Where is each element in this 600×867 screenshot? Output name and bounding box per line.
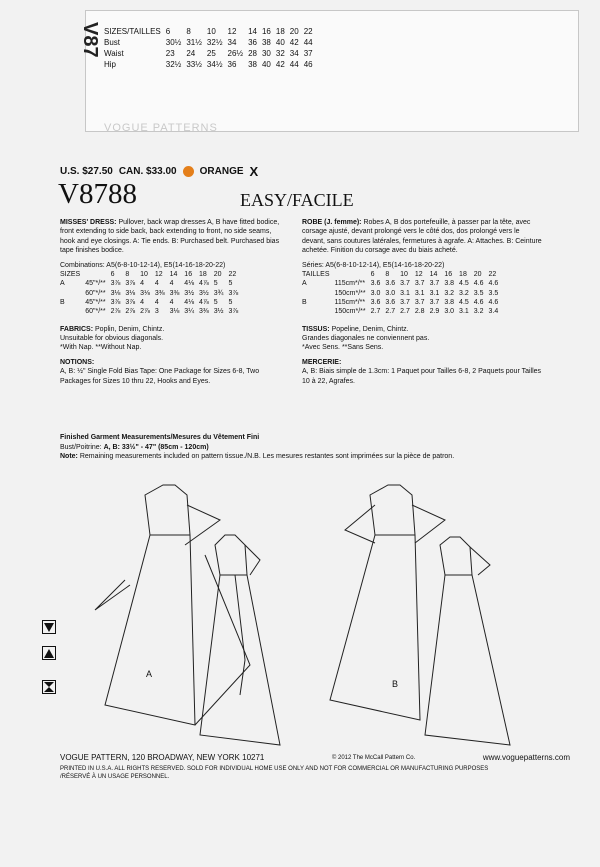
- table-header-row: [302, 270, 503, 279]
- brand-watermark: VOGUE PATTERNS: [104, 122, 218, 134]
- table-cell: 40: [261, 60, 271, 69]
- table-cell: 3.6: [370, 280, 381, 288]
- table-cell: 2.8: [414, 308, 425, 316]
- view-b-drawing: [320, 465, 520, 765]
- table-header-cell: 6: [165, 27, 171, 36]
- table-cell: 60"*/**: [85, 308, 106, 316]
- footer: [60, 753, 570, 781]
- table-cell: 2.9: [429, 308, 440, 316]
- table-cell: 115cm*/**: [334, 280, 366, 288]
- notions-fr: MERCERIE: A, B: Biais simple de 1.3cm: 1 Paquet pour Tailles 6-8, 2 Paquets pour Tailles 10 à 22, Agrafes.: [302, 358, 542, 385]
- table-header-cell: 20: [289, 27, 299, 36]
- table-header-cell: 22: [488, 271, 497, 279]
- difficulty-level: EASY/FACILE: [240, 190, 354, 210]
- table-cell: A: [60, 280, 65, 288]
- table-cell: 3⅞: [125, 280, 136, 288]
- table-cell: 3.5: [473, 289, 484, 297]
- view-a-label: A: [146, 669, 153, 679]
- table-cell: 4⅞: [199, 280, 209, 288]
- table-cell: 3.1: [400, 289, 410, 297]
- finished-measurements: [60, 433, 560, 462]
- table-cell: B: [60, 298, 65, 306]
- table-cell: 30: [261, 49, 271, 58]
- table-cell: 3.6: [385, 280, 396, 288]
- table-cell: 36: [227, 60, 237, 69]
- table-cell: A: [302, 280, 307, 288]
- table-cell: 3.6: [385, 298, 396, 306]
- table-cell: 5: [228, 298, 233, 306]
- table-cell: 2⅞: [110, 308, 121, 316]
- table-cell: 2.7: [400, 308, 410, 316]
- table-cell: 46: [303, 60, 313, 69]
- table-cell: 3⅛: [110, 289, 121, 297]
- price-code: X: [249, 164, 259, 179]
- table-cell: 4.5: [459, 280, 469, 288]
- table-cell: 32: [275, 49, 285, 58]
- table-cell: 23: [165, 49, 175, 58]
- table-cell: 5: [213, 280, 218, 288]
- table-cell: 3⅛: [125, 289, 136, 297]
- table-header-cell: 14: [248, 27, 257, 36]
- table-cell: 3¼: [184, 308, 195, 316]
- table-cell: 3⅛: [169, 308, 180, 316]
- table-cell: 34: [227, 38, 237, 47]
- table-cell: 115cm*/**: [334, 298, 366, 306]
- table-header-cell: 10: [400, 271, 408, 279]
- table-cell: 2.7: [370, 308, 381, 316]
- table-cell: 45"*/**: [85, 280, 106, 288]
- table-cell: 3⅜: [169, 289, 180, 297]
- table-cell: 34: [289, 49, 299, 58]
- table-cell: [302, 307, 335, 316]
- table-header-cell: 18: [275, 27, 285, 36]
- table-header-cell: 22: [303, 27, 313, 36]
- table-header-cell: 8: [186, 27, 191, 36]
- table-cell: 3.0: [385, 289, 396, 297]
- table-cell: 36: [248, 38, 257, 47]
- table-cell: 37: [303, 49, 313, 58]
- table-cell: 3⅞: [110, 280, 121, 288]
- table-cell: Waist: [104, 49, 124, 58]
- fabrics-en: FABRICS: Poplin, Denim, Chintz. Unsuitable for obvious diagonals. *With Nap. **Without Nap.: [60, 325, 165, 352]
- table-cell: 150cm*/**: [334, 289, 366, 297]
- table-row: [104, 59, 318, 70]
- table-cell: 4.6: [473, 298, 484, 306]
- table-cell: B: [302, 298, 307, 306]
- table-cell: 32½: [206, 38, 223, 47]
- table-cell: 3.4: [488, 308, 499, 316]
- table-cell: 3⅜: [199, 308, 209, 316]
- table-cell: 3.7: [414, 280, 425, 288]
- table-cell: 34½: [206, 60, 223, 69]
- table-cell: 3.7: [400, 298, 410, 306]
- table-row: [104, 48, 318, 59]
- company-address: VOGUE PATTERN, 120 BROADWAY, NEW YORK 10271: [60, 753, 265, 762]
- table-cell: 5: [228, 280, 233, 288]
- table-cell: 3.8: [444, 298, 455, 306]
- table-cell: Hip: [104, 60, 117, 69]
- table-header-cell: 12: [227, 27, 237, 36]
- measurements-heading: Finished Garment Measurements/Mesures du Vêtement Fini: [60, 434, 260, 441]
- table-cell: 24: [186, 49, 196, 58]
- table-cell: [302, 289, 335, 298]
- table-cell: 3.5: [488, 289, 499, 297]
- table-cell: 44: [289, 60, 299, 69]
- table-header-cell: TAILLES: [302, 271, 330, 279]
- table-cell: 3.6: [370, 298, 381, 306]
- table-header-cell: [335, 270, 371, 279]
- table-cell: 3.7: [400, 280, 410, 288]
- view-a-drawing: [75, 465, 285, 765]
- triangle-down-icon: [42, 620, 56, 634]
- notions-en: NOTIONS: A, B: ½" Single Fold Bias Tape: One Package for Sizes 6-8, Two Packages for Sizes 10 thru 22, Hooks and Eyes.: [60, 358, 260, 385]
- pattern-code-vertical: V87: [79, 22, 101, 58]
- bust-measurement: Bust/Poitrine: A, B: 33½" - 47" (85cm - 120cm): [60, 443, 209, 451]
- table-cell: 40: [275, 38, 285, 47]
- table-cell: 3½: [199, 289, 209, 297]
- table-cell: 3.8: [444, 280, 455, 288]
- layout-icons: [42, 620, 58, 706]
- table-cell: 4⅞: [199, 298, 209, 306]
- yardage-table-en: [60, 270, 243, 316]
- table-header-cell: 14: [429, 271, 438, 279]
- table-header-cell: 12: [414, 271, 423, 279]
- triangle-up-icon: [42, 646, 56, 660]
- orange-dot-icon: [183, 166, 194, 177]
- table-cell: 3¾: [213, 289, 224, 297]
- table-cell: 4: [154, 298, 159, 306]
- table-header-cell: 16: [261, 27, 271, 36]
- table-cell: 3⅞: [110, 298, 121, 306]
- table-cell: 38: [248, 60, 257, 69]
- table-cell: 3⅜: [154, 289, 165, 297]
- table-cell: [60, 307, 85, 316]
- table-cell: 3.0: [370, 289, 381, 297]
- table-row: [302, 289, 503, 298]
- hourglass-icon: [42, 680, 56, 694]
- table-cell: 150cm*/**: [334, 308, 366, 316]
- table-header-cell: [85, 270, 110, 279]
- table-cell: 3⅞: [125, 298, 136, 306]
- table-header-cell: 10: [206, 27, 216, 36]
- table-cell: 4: [169, 280, 174, 288]
- table-cell: 33½: [186, 60, 202, 69]
- table-cell: 3⅞: [228, 289, 239, 297]
- table-header-cell: 20: [213, 271, 222, 279]
- table-cell: 3.7: [414, 298, 425, 306]
- table-row: [60, 289, 243, 298]
- table-header-cell: 10: [140, 271, 148, 279]
- table-row: [60, 307, 243, 316]
- table-cell: 2⅞: [125, 308, 136, 316]
- table-cell: 25: [206, 49, 216, 58]
- table-cell: 3.1: [414, 289, 425, 297]
- table-cell: 4: [169, 298, 174, 306]
- combinations-en: Combinations: A5(6-8-10-12-14), E5(14-16-18-20-22): [60, 261, 226, 269]
- table-cell: Bust: [104, 38, 121, 47]
- table-cell: 42: [289, 38, 299, 47]
- yardage-table-fr: [302, 270, 503, 316]
- table-header-cell: SIZES/TAILLES: [104, 27, 161, 36]
- table-header-cell: 18: [199, 271, 207, 279]
- table-cell: 4.6: [473, 280, 484, 288]
- printed-notice-fr: /RÉSERVÉ À UN USAGE PERSONNEL.: [60, 774, 170, 780]
- view-b-label: B: [392, 679, 399, 689]
- table-header-cell: 8: [385, 271, 390, 279]
- table-header-row: [60, 270, 243, 279]
- pattern-number: V8788: [58, 178, 137, 210]
- table-cell: 42: [275, 60, 285, 69]
- table-row: [302, 298, 503, 307]
- table-cell: 38: [261, 38, 271, 47]
- printed-notice: PRINTED IN U.S.A. ALL RIGHTS RESERVED. SOLD FOR INDIVIDUAL HOME USE ONLY AND NOT FOR COMMERCIAL OR MANUFACTURING PURPOSES: [60, 766, 489, 772]
- table-header-cell: 22: [228, 271, 237, 279]
- table-cell: 4: [140, 280, 144, 288]
- table-cell: 28: [248, 49, 257, 58]
- table-cell: 3: [154, 308, 159, 316]
- copyright: © 2012 The McCall Pattern Co.: [331, 754, 416, 761]
- table-cell: 3½: [184, 289, 195, 297]
- table-cell: 30½: [165, 38, 182, 47]
- table-cell: [60, 289, 85, 298]
- table-cell: 26½: [227, 49, 244, 58]
- table-cell: 44: [303, 38, 313, 47]
- table-cell: 60"*/**: [85, 289, 106, 297]
- table-cell: 5: [213, 298, 218, 306]
- table-cell: 4⅛: [184, 298, 195, 306]
- table-header-row: [104, 26, 318, 37]
- table-cell: 3.2: [473, 308, 484, 316]
- measurement-note: Note: Remaining measurements included on pattern tissue./N.B. Les mesures restantes sont imprimées sur la pièce de patron.: [60, 453, 455, 460]
- table-header-cell: 6: [110, 271, 115, 279]
- price-line: [60, 164, 258, 179]
- description-fr: ROBE (J. femme): Robes A, B dos portefeuille, à passer par la tête, avec corsage ajusté, devant prolongé vers le côté dos, dos prolongé vers le devant, sans coutures latérales, fermetures à agrafe. A: Attaches. B: Ceinture achetée. Finition du corsage avec du biais acheté.: [302, 219, 542, 255]
- table-cell: 4.6: [488, 280, 499, 288]
- table-row: [302, 279, 503, 288]
- table-cell: 3.2: [444, 289, 455, 297]
- table-header-cell: 18: [459, 271, 467, 279]
- table-row: [302, 307, 503, 316]
- body-sizes-table: [104, 26, 318, 70]
- table-cell: 31½: [186, 38, 202, 47]
- price-us: U.S. $27.50: [60, 166, 113, 177]
- table-cell: 3.7: [429, 298, 440, 306]
- website: www.voguepatterns.com: [482, 753, 570, 762]
- table-header-cell: 6: [370, 271, 375, 279]
- table-cell: 2⅞: [140, 308, 150, 316]
- table-header-cell: 16: [444, 271, 453, 279]
- price-can: CAN. $33.00: [118, 166, 177, 177]
- table-header-cell: 16: [184, 271, 193, 279]
- fabrics-fr: TISSUS: Popeline, Denim, Chintz. Grandes diagonales ne conviennent pas. *Avec Sens. **Sans Sens.: [302, 325, 430, 352]
- table-header-cell: 14: [169, 271, 178, 279]
- combinations-fr: Séries: A5(6-8-10-12-14), E5(14-16-18-20-22): [302, 261, 445, 269]
- table-cell: 3.0: [444, 308, 455, 316]
- table-cell: 4: [154, 280, 159, 288]
- table-cell: 3.7: [429, 280, 440, 288]
- table-row: [104, 37, 318, 48]
- table-cell: 32½: [165, 60, 182, 69]
- table-cell: 45"*/**: [85, 298, 106, 306]
- table-cell: 2.7: [385, 308, 396, 316]
- price-color: ORANGE: [199, 166, 244, 177]
- table-header-cell: 8: [125, 271, 130, 279]
- table-row: [60, 298, 243, 307]
- table-header-cell: 20: [473, 271, 482, 279]
- table-cell: 4: [140, 298, 144, 306]
- table-row: [60, 279, 243, 288]
- table-cell: 3.1: [459, 308, 469, 316]
- english-column: [60, 218, 282, 391]
- table-cell: 4.6: [488, 298, 499, 306]
- table-cell: 4⅛: [184, 280, 195, 288]
- table-cell: 3.1: [429, 289, 440, 297]
- table-cell: 3⅞: [228, 308, 239, 316]
- table-cell: 4.5: [459, 298, 469, 306]
- french-column: [302, 218, 544, 391]
- table-header-cell: 12: [154, 271, 163, 279]
- table-cell: 3.2: [459, 289, 469, 297]
- table-cell: 3⅛: [140, 289, 150, 297]
- table-cell: 3½: [213, 308, 224, 316]
- table-header-cell: SIZES: [60, 271, 81, 279]
- description-en: MISSES' DRESS: Pullover, back wrap dresses A, B have fitted bodice, front extending to side back, back extending to front, no side seams, hook and eye closings. A: Tie ends. B: Purchased belt. Purchased bias tape finishes bodice.: [60, 219, 280, 255]
